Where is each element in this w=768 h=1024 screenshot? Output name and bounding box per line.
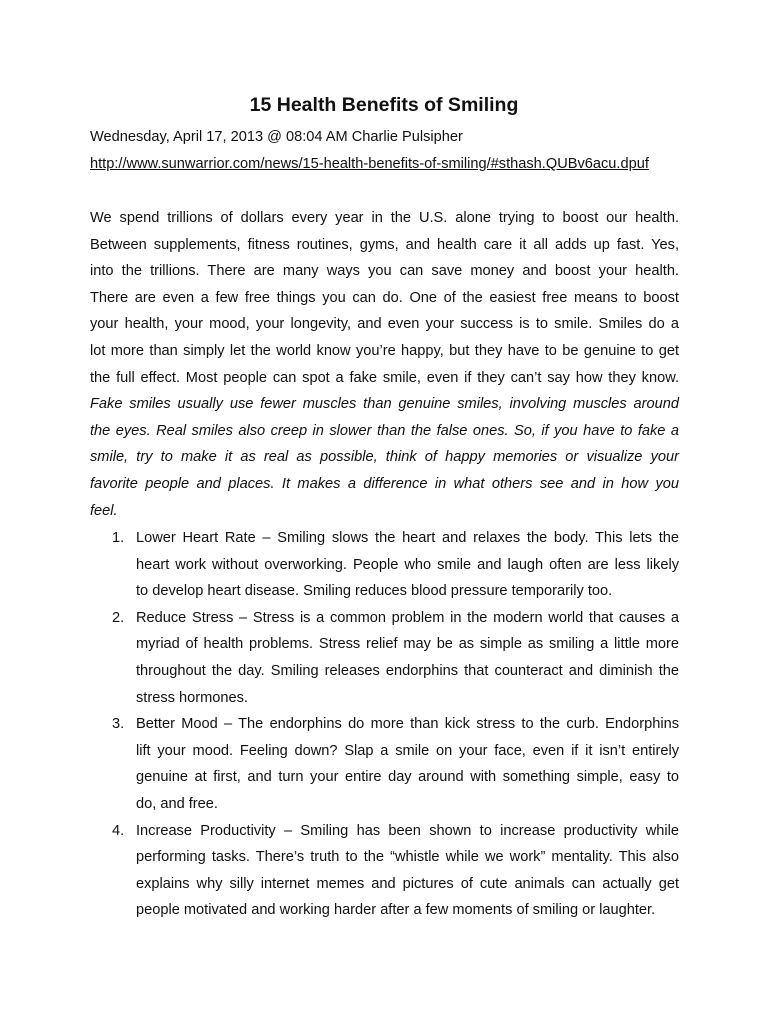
- list-item-line: heart work without overworking. People who smile and laugh often are less likely: [136, 556, 679, 573]
- article-meta: Wednesday, April 17, 2013 @ 08:04 AM Charlie Pulsipher: [90, 129, 463, 145]
- paragraph-line: There are even a few free things you can do. One of the easiest free means to boost: [90, 289, 679, 306]
- italic-line: the eyes. Real smiles also creep in slower than the false ones. So, if you have to fake a: [90, 422, 679, 439]
- list-item-line: performing tasks. There’s truth to the “whistle while we work” mentality. This also: [136, 849, 679, 866]
- list-item-line: explains why silly internet memes and pictures of cute animals can actually get: [136, 875, 679, 892]
- list-item: [90, 605, 679, 711]
- paragraph-line: lot more than simply let the world know you’re happy, but they have to be genuine to get: [90, 342, 679, 359]
- source-url-link[interactable]: http://www.sunwarrior.com/news/15-health-benefits-of-smiling/#sthash.QUBv6acu.dpuf: [90, 156, 649, 172]
- list-item-line: to develop heart disease. Smiling reduces blood pressure temporarily too.: [136, 583, 613, 600]
- italic-line: favorite people and places. It makes a difference in what others see and in how you: [90, 475, 679, 492]
- paragraph-line: Between supplements, fitness routines, gyms, and health care it all adds up fast. Yes,: [90, 236, 679, 253]
- document-title: 15 Health Benefits of Smiling: [249, 94, 519, 116]
- intro-paragraph: [90, 205, 679, 524]
- list-item-line: Better Mood – The endorphins do more than kick stress to the curb. Endorphins: [136, 716, 679, 733]
- italic-line: Fake smiles usually use fewer muscles than genuine smiles, involving muscles around: [90, 396, 679, 413]
- list-item-line: myriad of health problems. Stress relief may be as simple as smiling a little more: [136, 636, 679, 653]
- list-item-line: stress hormones.: [136, 689, 248, 706]
- italic-line: feel.: [90, 502, 118, 519]
- list-item-number: 4.: [112, 822, 125, 839]
- paragraph-line: into the trillions. There are many ways you can save money and boost your health.: [90, 263, 679, 280]
- list-item-line: people motivated and working harder after a few moments of smiling or laughter.: [136, 902, 656, 919]
- list-item: [90, 818, 679, 924]
- list-item-number: 2.: [112, 609, 125, 626]
- list-item-line: Increase Productivity – Smiling has been shown to increase productivity while: [136, 822, 679, 839]
- list-item-line: throughout the day. Smiling releases endorphins that counteract and diminish the: [136, 662, 679, 679]
- list-item-line: Lower Heart Rate – Smiling slows the heart and relaxes the body. This lets the: [136, 530, 679, 546]
- list-item-line: Reduce Stress – Stress is a common problem in the modern world that causes a: [136, 609, 679, 626]
- list-item-line: genuine at first, and turn your entire day around with something simple, easy to: [136, 769, 679, 786]
- list-item: [90, 525, 679, 605]
- paragraph-line: the full effect. Most people can spot a fake smile, even if they can’t say how they know.: [90, 369, 679, 386]
- italic-line: smile, try to make it as real as possible, think of happy memories or visualize your: [90, 449, 679, 466]
- paragraph-line: We spend trillions of dollars every year in the U.S. alone trying to boost our health.: [90, 210, 679, 226]
- list-item: [90, 711, 679, 817]
- list-item-line: lift your mood. Feeling down? Slap a smile on your face, even if it isn’t entirely: [136, 742, 679, 759]
- list-item-number: 1.: [112, 530, 125, 546]
- list-item-line: do, and free.: [136, 795, 218, 812]
- list-item-number: 3.: [112, 716, 125, 733]
- paragraph-line: your health, your mood, your longevity, and even your success is to smile. Smiles do a: [90, 316, 679, 333]
- benefits-list: [90, 525, 679, 924]
